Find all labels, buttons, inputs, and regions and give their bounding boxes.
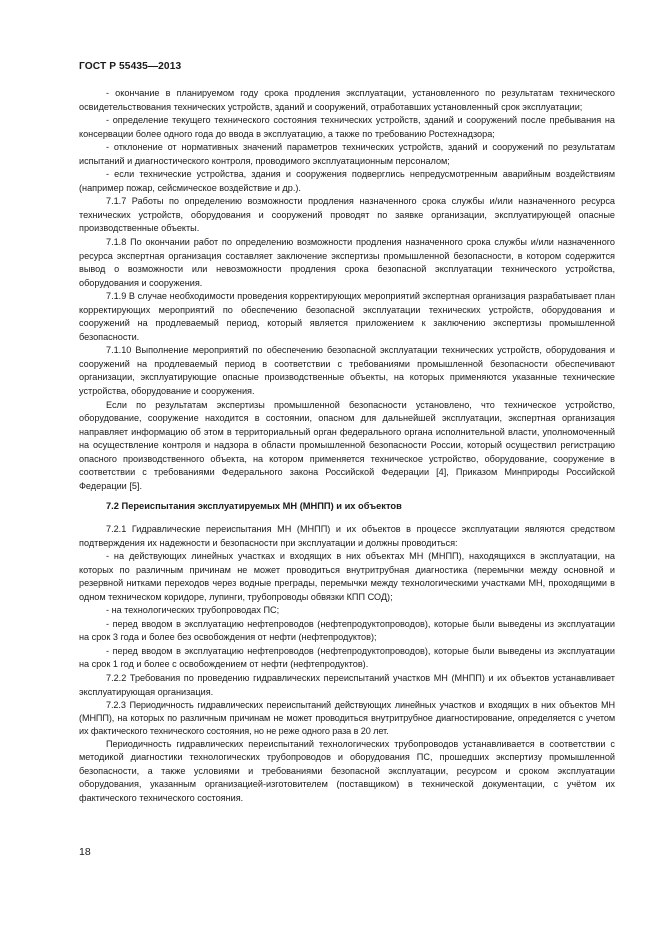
list-item-emergency-impact: - если технические устройства, здания и сооружения подверглись непредусмотренным аварийным воздействиям (например пожар, сейсмическое воздействие и др.). bbox=[79, 169, 615, 193]
clause-7-1-7: 7.1.7 Работы по определению возможности продления назначенного срока службы и/или назначенного ресурса технических устройств, оборудования и сооружений проводят по заявке организации, эксплуатирующей опасные производственные объекты. bbox=[79, 196, 615, 234]
list-item-extension-deadline: - окончание в планируемом году срока продления эксплуатации, установленного по результатам технического освидетельствования технических устройств, зданий и сооружений, отработавших установленный срок эксплуатации; bbox=[79, 88, 615, 112]
standard-code-header: ГОСТ Р 55435—2013 bbox=[79, 61, 182, 72]
clause-7-2-2: 7.2.2 Требования по проведению гидравлических переиспытаний участков МН (МНПП) и их объектов устанавливает эксплуатирующая организация. bbox=[79, 672, 615, 697]
list-item-parameter-deviation: - отклонение от нормативных значений параметров технических устройств, зданий и сооружений по результатам испытаний и диагностического контроля, проводимого эксплуатационным персоналом; bbox=[79, 142, 615, 166]
clause-7-2-1: 7.2.1 Гидравлические переиспытания МН (МНПП) и их объектов в процессе эксплуатации являются средством подтверждения их надежности и безопасности при эксплуатации и должны проводиться: bbox=[79, 523, 615, 548]
clause-7-1-10-continued: Если по результатам экспертизы промышленной безопасности установлено, что техническое устройство, оборудование, сооружение находится в состоянии, опасном для дальнейшей эксплуатации, экспертная организация направляет информацию об этом в территориальный орган федерального органа исполнительной власти, уполномоченный на осуществление контроля и надзора в области промышленной безопасности России, который осуществил регистрацию опасного производственного объекта, на котором применяется техническое устройство, оборудование, сооружение в соответствии с требованиями Федерального закона Российской Федерации [4], Приказом Минприроды Российской Федерации [5]. bbox=[79, 399, 615, 491]
section-heading-7-2: 7.2 Переиспытания эксплуатируемых МН (МНПП) и их объектов bbox=[106, 501, 402, 512]
clause-7-2-3: 7.2.3 Периодичность гидравлических переиспытаний действующих линейных участков и входящих в них объектов МН (МНПП), на которых по различным причинам не может проводиться внутритрубное диагностирование, определяется с учетом их фактического технического состояния, но не реже одного раза в 20 лет. bbox=[79, 700, 615, 736]
clause-7-1-10: 7.1.10 Выполнение мероприятий по обеспечению безопасной эксплуатации технических устройств, оборудования и сооружений на продлеваемый период в соответствии с требованиями промышленной безопасности обеспечивают организации, эксплуатирующие опасные производственные объекты, на которых применяются указанные технические устройства, оборудование и сооружения. bbox=[79, 345, 615, 397]
list-item-3-years: - перед вводом в эксплуатацию нефтепроводов (нефтепродуктопроводов), которые были выведены из эксплуатации на срок 3 года и более без освобождения от нефти (нефтепродуктов); bbox=[79, 618, 615, 643]
clause-7-2-3-periodicity: Периодичность гидравлических переиспытаний технологических трубопроводов устанавливается в соответствии с методикой диагностики технологических трубопроводов и оборудования ПС, прошедших экспертизу промышленной безопасности, а также условиями и требованиями безопасной эксплуатации, ресурсом и сроком эксплуатации оборудования, указанным организацией-изготовителем (поставщиком) в технической документации, с учётом их фактического технического состояния. bbox=[79, 738, 615, 803]
document-body bbox=[79, 87, 615, 806]
page-number: 18 bbox=[79, 846, 91, 858]
list-item-1-year: - перед вводом в эксплуатацию нефтепроводов (нефтепродуктопроводов), которые были выведены из эксплуатации на срок 1 год и более с освобождением от нефти (нефтепродуктов). bbox=[79, 645, 615, 670]
clause-7-1-8: 7.1.8 По окончании работ по определению возможности продления назначенного срока службы и/или назначенного ресурса экспертная организация составляет заключение экспертизы промышленной безопасности, в котором содержится вывод о возможности или невозможности продления срока безопасной эксплуатации технического устройства, оборудования и сооружения. bbox=[79, 237, 615, 288]
list-item-process-pipelines: - на технологических трубопроводах ПС; bbox=[106, 605, 280, 616]
clause-7-1-9: 7.1.9 В случае необходимости проведения корректирующих мероприятий экспертная организация разрабатывает план корректирующих мероприятий по обеспечению безопасной эксплуатации технических устройств, оборудования и сооружений на продлеваемый период, который является приложением к заключению экспертизы промышленной безопасности. bbox=[79, 291, 615, 342]
list-item-linear-sections: - на действующих линейных участках и входящих в них объектах МН (МНПП), находящихся в эксплуатации, на которых по различным причинам не может проводиться внутритрубная диагностика (перемычки между основной и резервной нитками переходов через водные преграды, перемычки между технологическими участками МН, проходящими в одном техническом коридоре, лупинги, трубопроводы обвязки КПП СОД); bbox=[79, 551, 615, 602]
list-item-conservation: - определение текущего технического состояния технических устройств, зданий и сооружений после пребывания на консервации более одного года до ввода в эксплуатацию, а также по требованию Ростехнадзора; bbox=[79, 115, 615, 139]
